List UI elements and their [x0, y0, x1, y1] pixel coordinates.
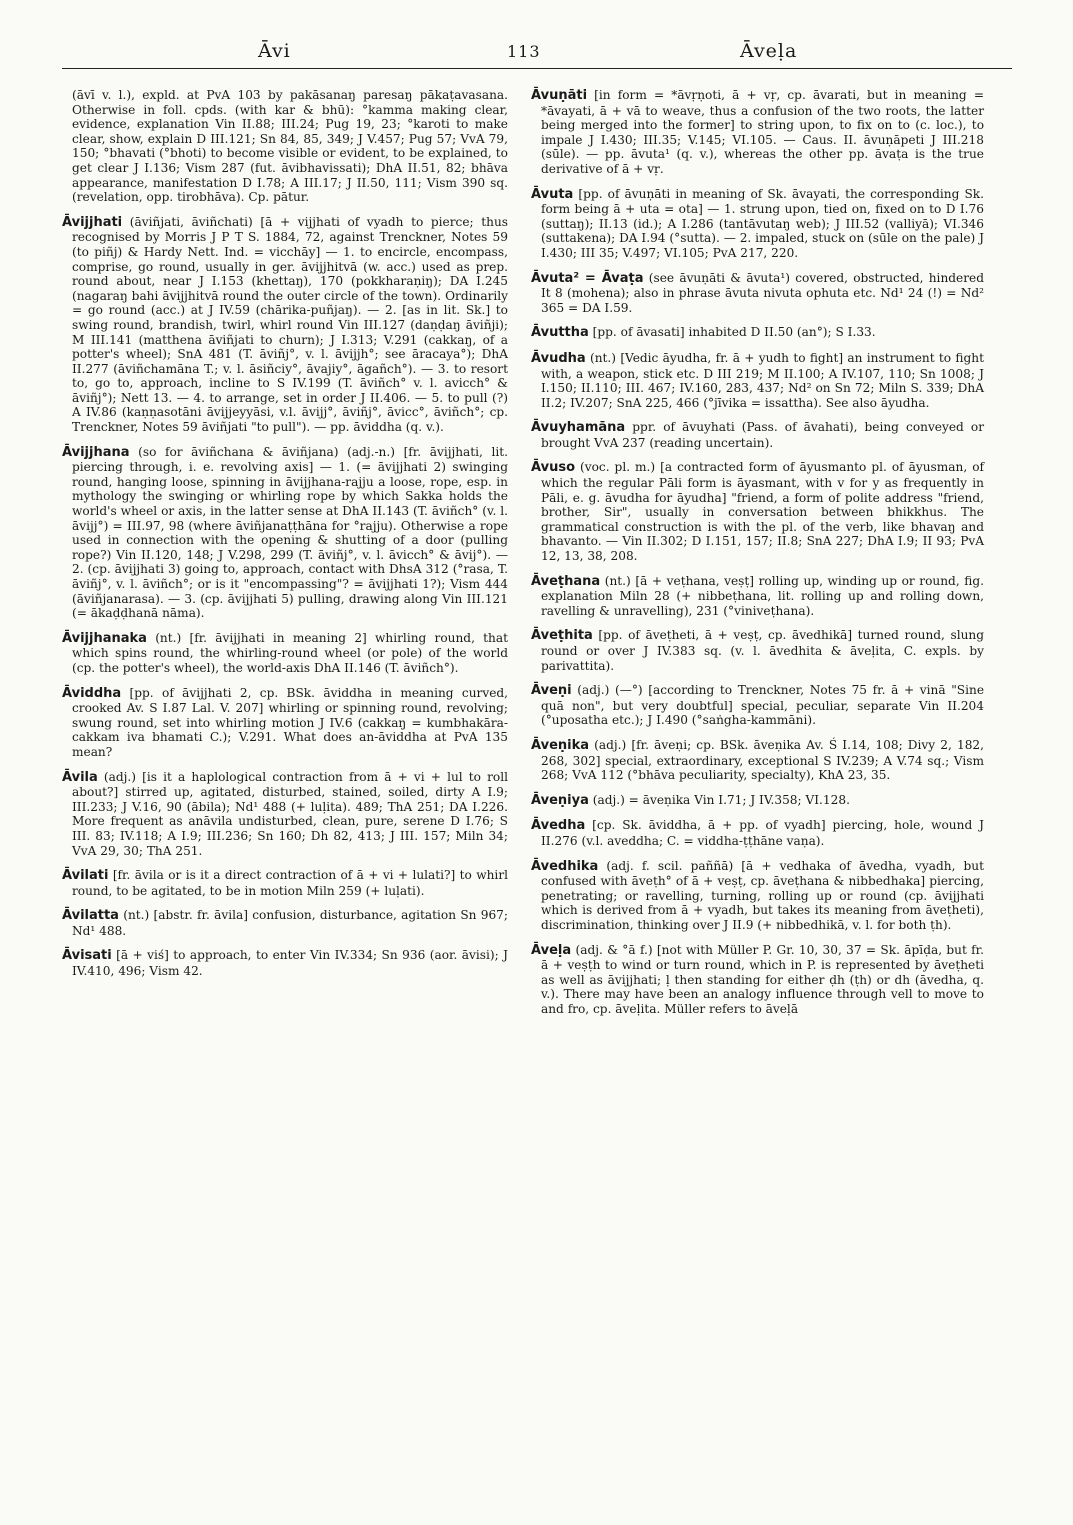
dictionary-entry: [62, 686, 508, 760]
entry-headword: Āveḷa: [531, 942, 572, 958]
dictionary-entry: [531, 460, 984, 563]
entry-definition: [pp. of āvasati] inhabited D II.50 (an°); S I.33.: [592, 325, 876, 340]
dictionary-entry: [62, 948, 508, 978]
entry-definition: [pp. of āveṭheti, ā + veṣṭ, cp. āvedhikā] turned round, slung round or over J IV.383 sq. (v. l. āvedhita & āveḷita, C. expls. by parivattita).: [541, 628, 984, 673]
dictionary-entry: [531, 738, 984, 783]
entry-definition: (adj.) (—°) [according to Trenckner, Notes 75 fr. ā + vinā "Sine quā non", but very doubtful] special, peculiar, separate Vin II.204 (°uposatha etc.); J I.490 (°saṅgha-kammāni).: [541, 683, 985, 728]
entry-definition: (adj.) [fr. āveṇi; cp. BSk. āveṇika Av. Ś I.14, 108; Divy 2, 182, 268, 302] special, extraordinary, exceptional S IV.239; A V.74 sq.; Vism 268; VvA 112 (°bhāva peculiarity, specialty), KhA 23, 35.: [541, 737, 985, 783]
dictionary-entry: [531, 628, 984, 673]
dictionary-entry: [531, 818, 984, 848]
entry-definition: (adj. f. scil. paññā) [ā + vedhaka of āvedha, vyadh, but confused with āveṭh° of ā + veṣṭ, cp. āveṭhana & nibbedhaka] piercing, penetrating; or ravelling, turning, rolling up or round (cp. āvijjhati which is derived from ā + vyadh, but takes its meaning from āveṭheti), discrimination, thinking over J II.9 (+ nibbedhikā, v. l. for both ṭh).: [541, 858, 984, 932]
entry-headword: Āvedha: [531, 818, 586, 834]
dictionary-entry: [62, 445, 508, 621]
entry-headword: Āvudha: [531, 350, 586, 366]
entry-headword: Āvuṇāti: [531, 88, 588, 103]
entry-definition: (adj. & °ā f.) [not with Müller P. Gr. 10, 30, 37 = Sk. āpīḍa, but fr. ā + veṣṭh to wind or turn round, which in P. is represented by āveṭheti as well as āvijjhati; ḷ then standing for either ḍh (ṭh) or dh (āvedha, q. v.). There may have been an analogy influence through vell to move to and fro, cp. āveḷita. Müller refers to āveḷā: [541, 942, 985, 1016]
header-right-guideword: Āveḷa: [740, 40, 798, 62]
entry-definition: (voc. pl. m.) [a contracted form of āyusmanto pl. of āyusman, of which the regular Pāli form is āyasmant, with v for y as frequently in Pāli, e. g. āvudha for āyudha] "friend, a form of polite address "friend, brother, Sir", usually in conversation between bhikkhus. The grammatical construction is with the pl. of the verb, like bhavaŋ and bhavanto. — Vin II.302; D I.151, 157; II.8; SnA 227; DhA I.9; II 93; PvA 12, 13, 38, 208.: [541, 460, 985, 564]
entry-definition: (nt.) [Vedic āyudha, fr. ā + yudh to fight] an instrument to fight with, a weapon, stick etc. D III 219; M II.100; A IV.107, 110; Sn 1008; J I.150; II.110; III. 467; IV.160, 283, 437; Nd² on Sn 72; Miln S. 339; DhA II.2; IV.207; SnA 225, 466 (°jīvika = issattha). See also āyudha.: [541, 350, 984, 410]
dictionary-entry: [531, 793, 984, 809]
right-column: [531, 88, 984, 1026]
entry-definition: (nt.) [ā + veṭhana, veṣṭ] rolling up, winding up or round, fig. explanation Miln 28 (+ nibbeṭhana, lit. rolling up and rolling down, ravelling & unravelling), 231 (°viniveṭhana).: [541, 573, 984, 618]
entry-headword: Āvilatta: [62, 908, 119, 924]
dictionary-entry: [531, 574, 984, 619]
entry-headword: Āveṇiya: [531, 792, 589, 808]
header-left-guideword: Āvi: [258, 40, 291, 62]
entry-definition: (āvī v. l.), expld. at PvA 103 by pakāsanaŋ paresaŋ pākaṭavasana. Otherwise in foll. cpds. (with kar & bhū): °kamma making clear, evidence, explanation Vin II.88; III.24; Pug 19, 23; °karoti to make clear, show, explain D III.121; Sn 84, 85, 349; J V.457; Pug 57; VvA 79, 150; °bhavati (°bhoti) to become visible or evident, to be explained, to get clear J I.136; Vism 287 (fut. āvibhavissati); DhA II.51, 82; bhāva appearance, manifestation D I.78; A III.17; J II.50, 111; Vism 390 sq. (revelation, opp. tirobhāva). Cp. pātur.: [72, 88, 508, 205]
page-header: [62, 34, 1012, 69]
dictionary-entry: [62, 215, 508, 435]
entry-definition: ppr. of āvuyhati (Pass. of āvahati), being conveyed or brought VvA 237 (reading uncertain).: [541, 420, 984, 450]
dictionary-entry: [531, 943, 984, 1017]
entry-headword: Āvijjhati: [62, 214, 123, 230]
entry-headword: Āvijjhana: [62, 444, 130, 460]
dictionary-entry: [62, 908, 508, 938]
dictionary-entry: [531, 859, 984, 933]
entry-definition: [in form = *āvṛṇoti, ā + vṛ, cp. āvarati, but in meaning = *āvayati, ā + vā to weave, thus a confusion of the two roots, the latter being merged into the former] to string upon, to fix on to (c. loc.), to impale J I.430; III.35; V.145; VI.105. — Caus. II. āvuṇāpeti J III.218 (sūle). — pp. āvuta¹ (q. v.), whereas the other pp. āvaṭa is the true derivative of ā + vṛ.: [541, 88, 984, 176]
entry-headword: Āvuta: [531, 186, 574, 202]
left-column: [62, 88, 508, 989]
entry-headword: Āvijjhanaka: [62, 630, 147, 646]
entry-headword: Āvuta² = Āvaṭa: [531, 270, 644, 286]
dictionary-entry: [531, 271, 984, 316]
entry-definition: (nt.) [fr. āvijjhati in meaning 2] whirling round, that which spins round, the whirling-round wheel (or pole) of the world (cp. the potter's wheel), the world-axis DhA II.146 (T. āviñch°).: [72, 630, 508, 675]
entry-headword: Āvisati: [62, 948, 112, 964]
entry-definition: (āviñjati, āviñchati) [ā + vijjhati of vyadh to pierce; thus recognised by Morris J P T S. 1884, 72, against Trenckner, Notes 59 (to piñj) & Hardy Nett. Ind. = vicchāy] — 1. to encircle, encompass, comprise, go round, usually in ger. āvijjhitvā (w. acc.) used as prep. round about, near J I.153 (khettaŋ), 170 (pokkharaṇiŋ); DA I.245 (nagaraŋ bahi āvijjhitvā round the outer circle of the town). Ordinarily = go round (acc.) at J IV.59 (chārika-puñjaŋ). — 2. [as in lit. Sk.] to swing round, brandish, twirl, whirl round Vin III.127 (daṇḍaŋ āviñji); M III.141 (matthena āviñjati to churn); J I.313; V.291 (cakkaŋ, of a potter's wheel); SnA 481 (T. āviñj°, v. l. āvijjh°; see āracaya°); DhA II.277 (āviñchamāna T.; v. l. āsiñciy°, āvajiy°, āgañch°). — 3. to resort to, go to, approach, incline to S IV.199 (T. āviñch° v. l. avicch° & āviñj°); Nett 13. — 4. to arrange, set in order J II.406. — 5. to pull (?) A IV.86 (kaṇṇasotāni āvijjeyyāsi, v.l. āvijj°, āviñj°, āvicc°, āviñch°; cp. Trenckner, Notes 59 āviñjati "to pull"). — pp. āviddha (q. v.).: [72, 214, 508, 435]
entry-headword: Āveṇi: [531, 683, 572, 699]
dictionary-entry: [531, 683, 984, 728]
entry-definition: (nt.) [abstr. fr. āvila] confusion, disturbance, agitation Sn 967; Nd¹ 488.: [72, 908, 508, 938]
entry-definition: (adj.) [is it a haplological contraction from ā + vi + lul to roll about?] stirred up, agitated, disturbed, stained, soiled, dirty A I.9; III.233; J V.16, 90 (ābila); Nd¹ 488 (+ luḷita). 489; ThA 251; DA I.226. More frequent as anāvila undisturbed, clean, pure, serene D I.76; S III. 83; IV.118; A I.9; III.236; Sn 160; Dh 82, 413; J III. 157; Miln 34; VvA 29, 30; ThA 251.: [72, 769, 509, 858]
entry-definition: (so for āviñchana & āviñjana) (adj.-n.) [fr. āvijjhati, lit. piercing through, i. e. revolving axis] — 1. (= āvijjhati 2) swinging round, hanging loose, spinning in āvijjhana-rajju a loose, rope, esp. in mythology the swinging or whirling rope by which Sakka holds the world's wheel or axis, in the latter sense at DhA II.143 (T. āviñch° (v. l. āvijj°) = III.97, 98 (where āviñjanaṭṭhāna for °rajju). Otherwise a rope used in connection with the opening & shutting of a door (pulling rope?) Vin II.120, 148; J V.298, 299 (T. āviñj°, v. l. āvicch° & āvij°). — 2. (cp. āvijjhati 3) going to, approach, contact with DhsA 312 (°rasa, T. āviñj°, v. l. āviñch°; or is it "encompassing"? = āvijjhati 1?); Vism 444 (āviñjanarasa). — 3. (cp. āvijjhati 5) pulling, drawing along Vin III.121 (= ākaḍḍhanā nāma).: [72, 444, 509, 621]
dictionary-entry: [531, 187, 984, 261]
dictionary-entry: [531, 325, 984, 341]
entry-headword: Āvuyhamāna: [531, 420, 626, 436]
dictionary-entry: [62, 868, 508, 898]
page-number: 113: [507, 42, 541, 61]
entry-headword: Āvuttha: [531, 325, 589, 341]
dictionary-entry: [62, 770, 508, 859]
entry-headword: Āveṇika: [531, 737, 590, 753]
entry-definition: (adj.) = āveṇika Vin I.71; J IV.358; VI.128.: [592, 792, 850, 807]
entry-definition: [pp. of āvijjhati 2, cp. BSk. āviddha in meaning curved, crooked Av. S I.87 Lal. V. 207] whirling or spinning round, revolving; swung round, set into whirling motion J IV.6 (cakkaŋ = kumbhakāra-cakkam iva bhamati C.); V.291. What does an-āviddha at PvA 135 mean?: [72, 685, 509, 759]
entry-headword: Āvuso: [531, 460, 575, 476]
entry-headword: Āveṭhana: [531, 573, 601, 589]
entry-definition: [ā + viś] to approach, to enter Vin IV.334; Sn 936 (aor. āvisi); J IV.410, 496; Vism 42.: [72, 948, 508, 979]
dictionary-entry: [62, 88, 508, 205]
entry-definition: (see āvuṇāti & āvuta¹) covered, obstructed, hindered It 8 (mohena); also in phrase āvuta nivuta ophuta etc. Nd¹ 24 (!) = Nd² 365 = DA I.59.: [541, 270, 984, 315]
entry-headword: Āvedhika: [531, 858, 599, 874]
dictionary-entry: [531, 420, 984, 450]
entry-definition: [cp. Sk. āviddha, ā + pp. of vyadh] piercing, hole, wound J II.276 (v.l. aveddha; C. = viddha-ṭṭhāne vaṇa).: [541, 818, 984, 848]
dictionary-entry: [531, 351, 984, 410]
entry-definition: [fr. āvila or is it a direct contraction of ā + vi + lulati?] to whirl round, to be agitated, to be in motion Miln 259 (+ luḷati).: [72, 868, 509, 898]
entry-headword: Āveṭhita: [531, 628, 593, 644]
entry-headword: Āviddha: [62, 685, 122, 701]
entry-definition: [pp. of āvuṇāti in meaning of Sk. āvayati, the corresponding Sk. form being ā + uta = ota] — 1. strung upon, tied on, fixed on to D I.76 (suttaŋ); II.13 (id.); A I.286 (tantāvutaŋ web); J III.52 (valliyā); VI.346 (suttakena); DA I.94 (°sutta). — 2. impaled, stuck on (sūle on the pale) J I.430; III 35; V.497; VI.105; PvA 217, 220.: [541, 186, 985, 260]
entry-headword: Āvila: [62, 769, 98, 785]
entry-headword: Āvilati: [62, 868, 109, 884]
dictionary-entry: [531, 88, 984, 177]
dictionary-entry: [62, 631, 508, 676]
